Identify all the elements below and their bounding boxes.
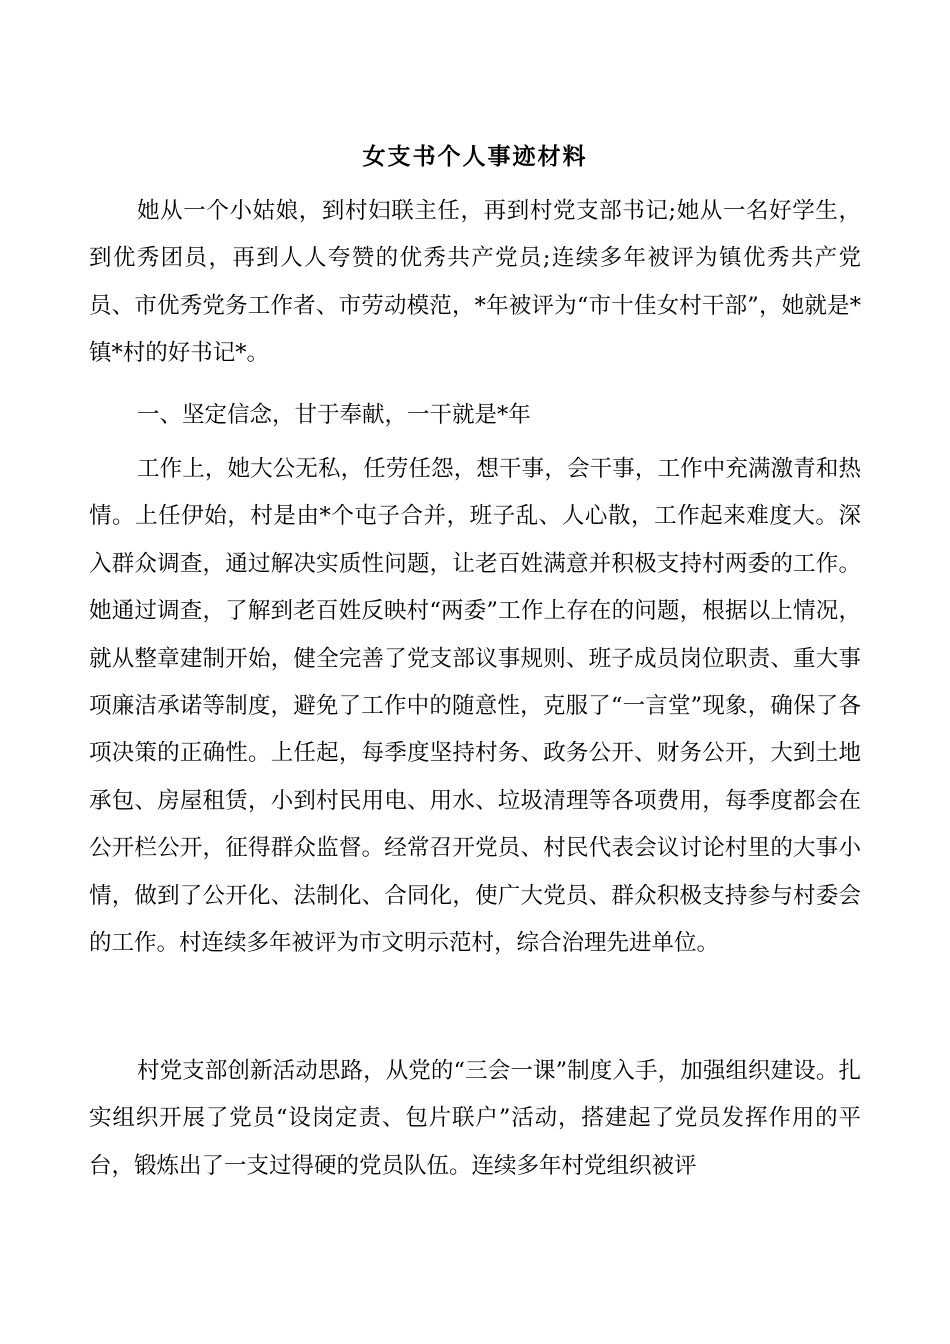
section-heading-1: 一、坚定信念，甘于奉献，一干就是*年	[137, 402, 531, 428]
paragraph-intro: 她从一个小姑娘，到村妇联主任，再到村党支部书记;她从一名好学生，到优秀团员，再到人人夸赞的优秀共产党员;连续多年被评为镇优秀共产党员、市优秀党务工作者、市劳动模范，*年被评为“市十佳女村干部”，她就是*镇*村的好书记*。	[89, 198, 861, 367]
paragraph-party-branch: 村党支部创新活动思路，从党的“三会一课”制度入手，加强组织建设。扎实组织开展了党员“设岗定责、包片联户”活动，搭建起了党员发挥作用的平台，锻炼出了一支过得硬的党员队伍。连续多年村党组织被评	[89, 1058, 861, 1179]
document-title: 女支书个人事迹材料	[362, 143, 588, 170]
paragraph-work: 工作上，她大公无私，任劳任怨，想干事，会干事，工作中充满激青和热情。上任伊始，村是由*个屯子合并，班子乱、人心散，工作起来难度大。深入群众调查，通过解决实质性问题，让老百姓满意并积极支持村两委的工作。她通过调查，了解到老百姓反映村“两委”工作上存在的问题，根据以上情况，就从整章建制开始，健全完善了党支部议事规则、班子成员岗位职责、重大事项廉洁承诺等制度，避免了工作中的随意性，克服了“一言堂”现象，确保了各项决策的正确性。上任起，每季度坚持村务、政务公开、财务公开，大到土地承包、房屋租赁，小到村民用电、用水、垃圾清理等各项费用，每季度都会在公开栏公开，征得群众监督。经常召开党员、村民代表会议讨论村里的大事小情，做到了公开化、法制化、合同化，使广大党员、群众积极支持参与村委会的工作。村连续多年被评为市文明示范村，综合治理先进单位。	[89, 456, 861, 957]
